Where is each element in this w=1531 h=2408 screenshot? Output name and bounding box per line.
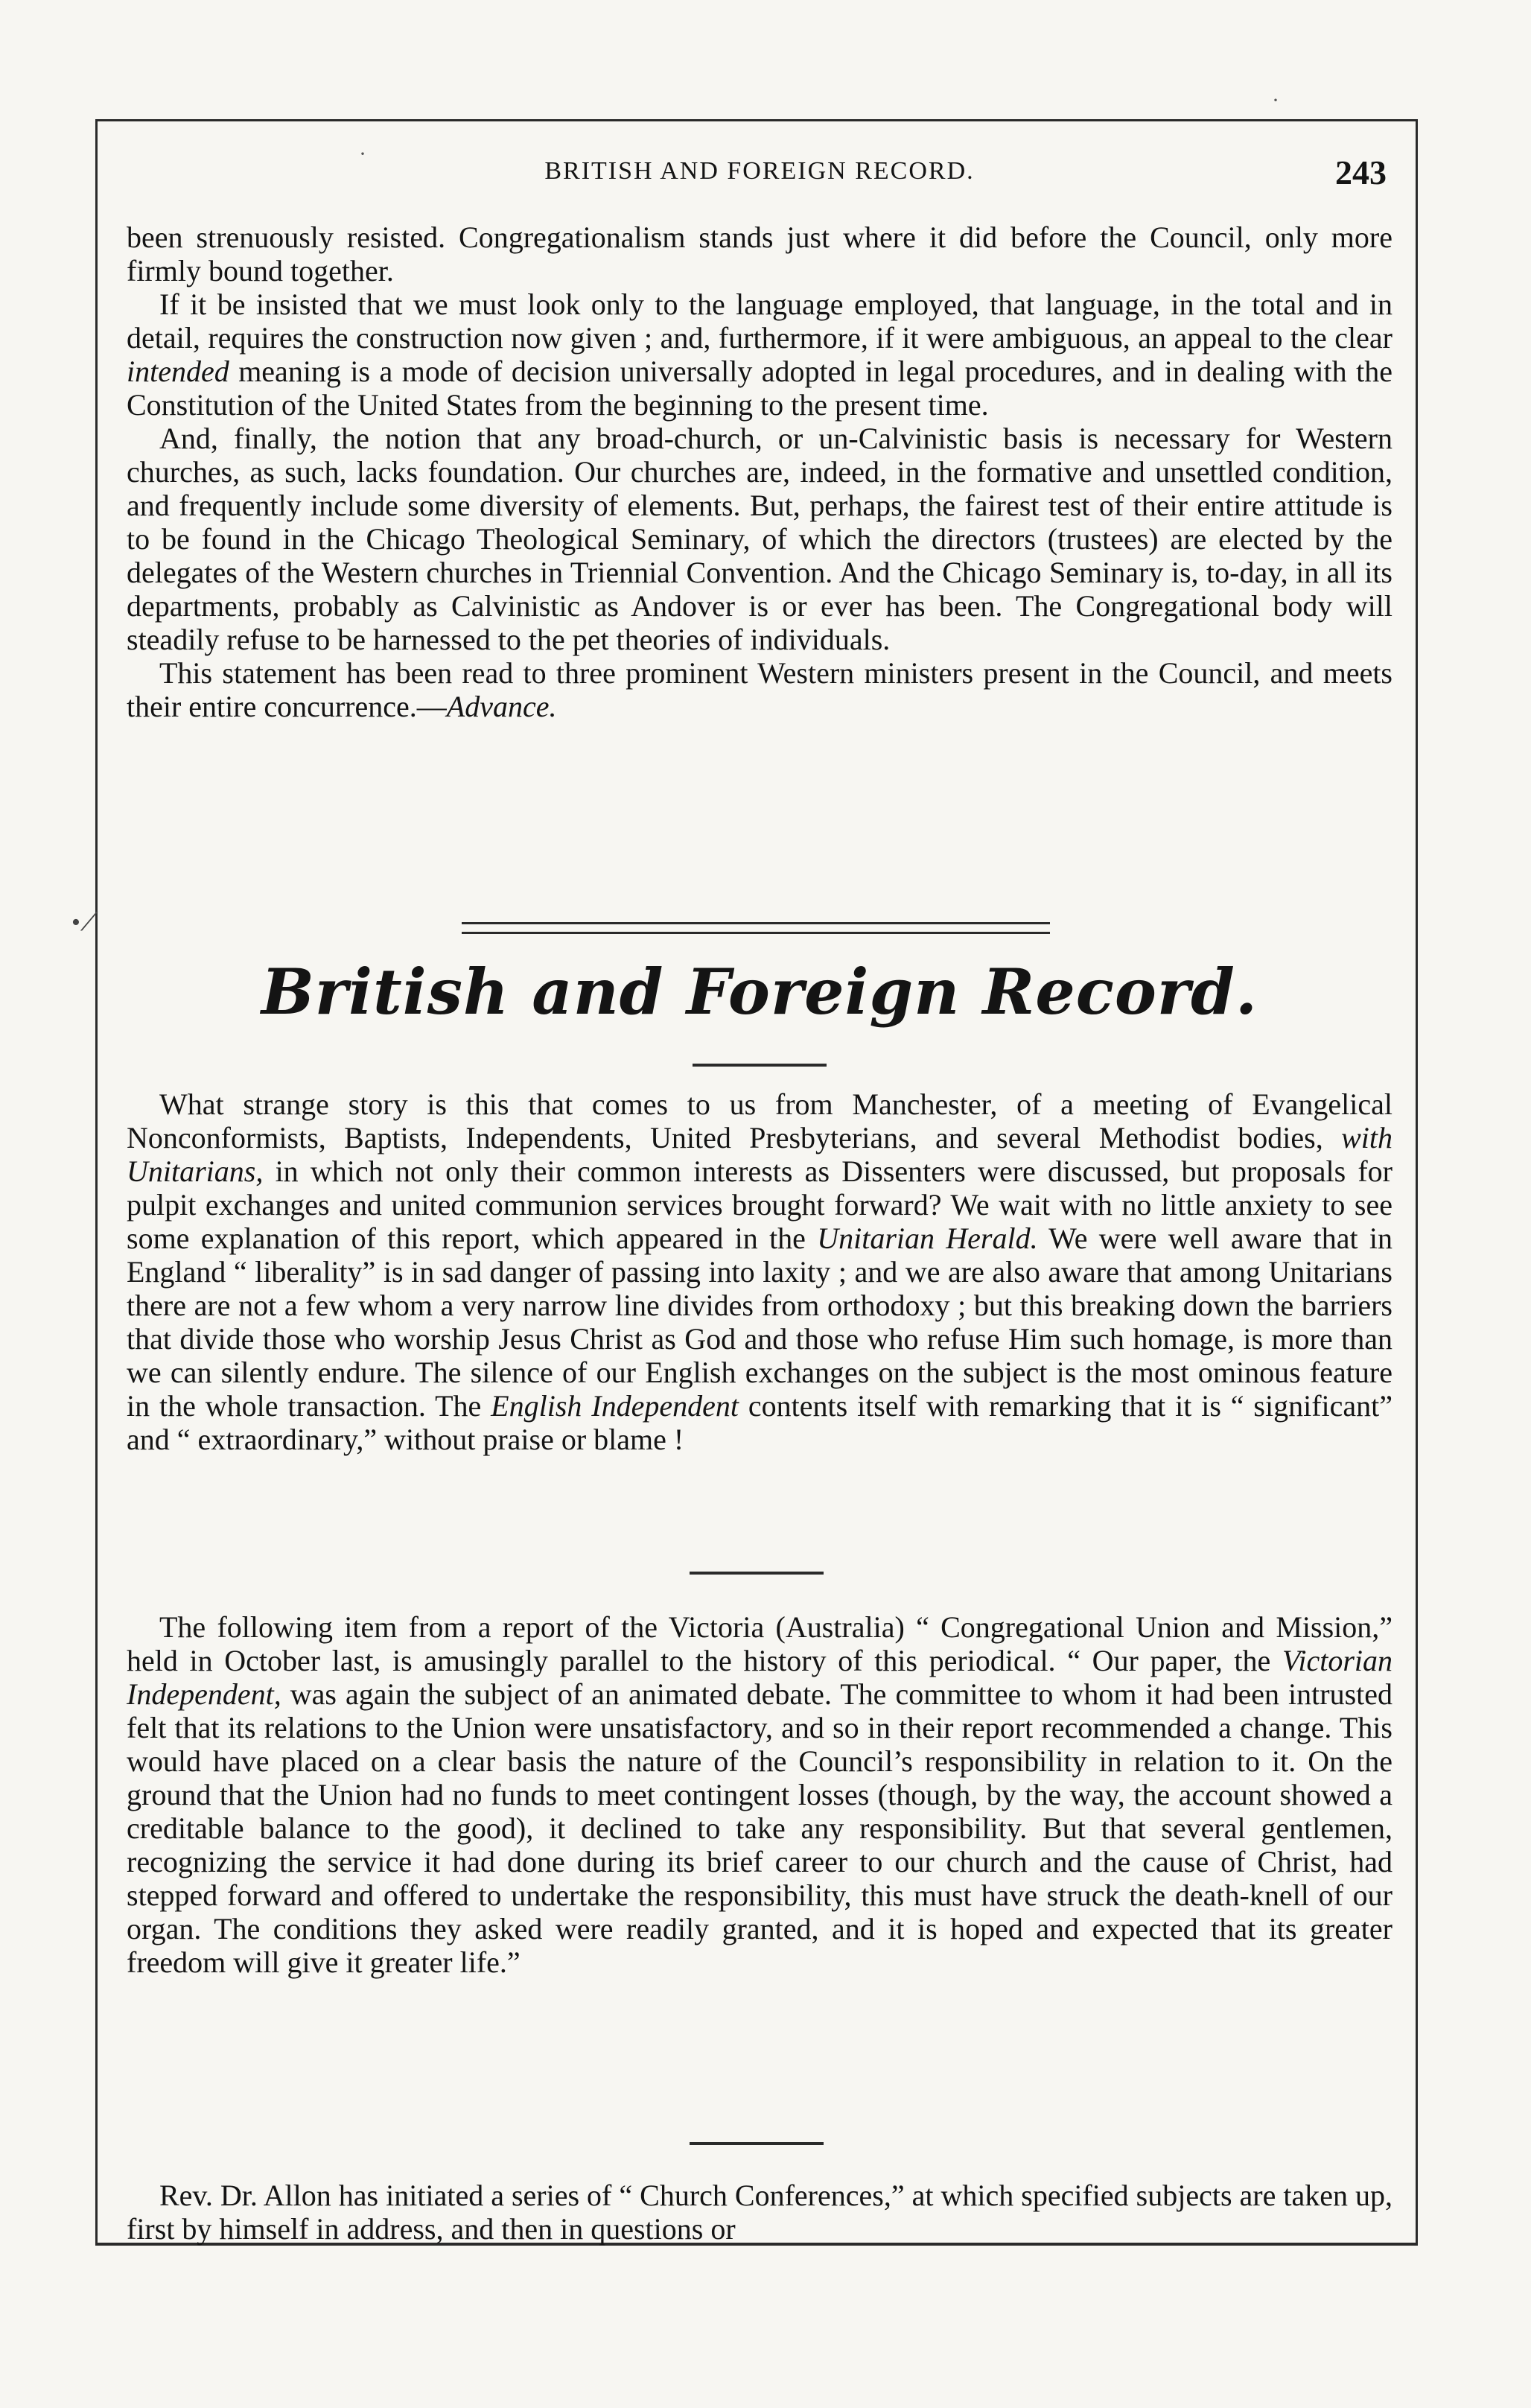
text-run: This statement has been read to three prominent Western ministers present in the Council, and meets their entire concurrence.— [127,656,1392,723]
paragraph: And, finally, the notion that any broad-church, or un-Calvinistic basis is necessary for Western churches, as such, lacks foundation. Our churches are, indeed, in the formative and unsettled condition, and frequently include some diversity of elements. But, perhaps, the fairest test of their entire attitude is to be found in the Chicago Theological Seminary, of which the directors (trustees) are elected by the delegates of the Western churches in Triennial Convention. And the Chicago Seminary is, to-day, in all its departments, probably as Calvinistic as Andover is or ever has been. The Congregational body will steadily refuse to be harnessed to the pet theories of individuals. [127,422,1392,656]
emphasis: intended [127,355,229,388]
text-run: The following item from a report of the Victoria (Australia) “ Congregational Union and Mission,” held in October last, is amusingly parallel to the history of this periodical. “ Our paper, the [127,1610,1392,1677]
paragraph [127,656,1392,723]
short-rule [693,1064,827,1067]
emphasis: with Unitarians, [127,1121,1392,1188]
text-run: meaning is a mode of decision universally adopted in legal procedures, and in dealing with the Constitution of the United States from the beginning to the present time. [127,355,1392,422]
section-title: British and Foreign Record. [261,955,1258,1029]
source-citation: Advance. [446,690,557,723]
publication-title: English Independent [491,1389,739,1423]
short-rule [690,2142,824,2145]
paragraph [127,1087,1392,1456]
text-run: in which not only their common interests as Dissenters were discussed, but proposals for pulpit exchanges and united communion services brought forward? We wait with no little anxiety to see some explanation of this report, which appeared in the [127,1154,1392,1255]
margin-mark: •⟋ [71,909,98,936]
text-run: contents itself with remarking that it is “ significant” and “ extraordinary,” without praise or blame ! [127,1389,1393,1456]
print-speck: · [359,142,366,166]
publication-title: Unitarian Herald. [817,1222,1038,1255]
record-item [127,1087,1392,1456]
text-run: We were well aware that in England “ liberality” is in sad danger of passing into laxity ; and we are also aware that among Unitarians there are not a few whom a very narrow line divides from orthodoxy ; but this breaking down the barriers that divide those who worship Jesus Christ as God and those who refuse Him such homage, is more than we can silently endure. The silence of our English exchanges on the subject is the most ominous feature in the whole transaction. The [127,1222,1392,1423]
text-run: was again the subject of an animated debate. The committee to whom it had been intrusted felt that its relations to the Union were unsatisfactory, and so in their report recommended a change. This would have placed on a clear basis the nature of the Council’s responsibility in relation to it. On the ground that the Union had no funds to meet contingent losses (though, by the way, the account showed a creditable balance to the good), it declined to take any responsibility. But that several gentlemen, recognizing the service it had done during its brief career to our church and the cause of Christ, had stepped forward and offered to undertake the responsibility, this must have struck the death-knell of our organ. The conditions they asked were readily granted, and it is hoped and expected that its greater freedom will give it greater life.” [127,1677,1392,1979]
record-item [127,2179,1392,2246]
publication-title: Victorian Independent, [127,1644,1392,1711]
page-header [127,153,1392,197]
article-continuation [127,220,1392,723]
paragraph: Rev. Dr. Allon has initiated a series of “ Church Conferences,” at which specified subjects are taken up, first by himself in address, and then in questions or [127,2179,1392,2246]
paragraph: been strenuously resisted. Congregationalism stands just where it did before the Council, only more firmly bound together. [127,220,1392,288]
paragraph [127,288,1392,422]
running-head: BRITISH AND FOREIGN RECORD. [544,157,975,185]
double-rule [462,922,1050,934]
print-speck: · [1272,88,1279,112]
paragraph [127,1610,1392,1979]
text-run: What strange story is this that comes to us from Manchester, of a meeting of Evangelical Nonconformists, Baptists, Independents, United Presbyterians, and several Methodist bodies, [127,1087,1392,1154]
text-run: If it be insisted that we must look only to the language employed, that language, in the total and in detail, requires the construction now given ; and, furthermore, if it were ambiguous, an appeal to the clear [127,288,1392,355]
record-item [127,1610,1392,1979]
short-rule [690,1572,824,1575]
page-number: 243 [1335,153,1387,191]
